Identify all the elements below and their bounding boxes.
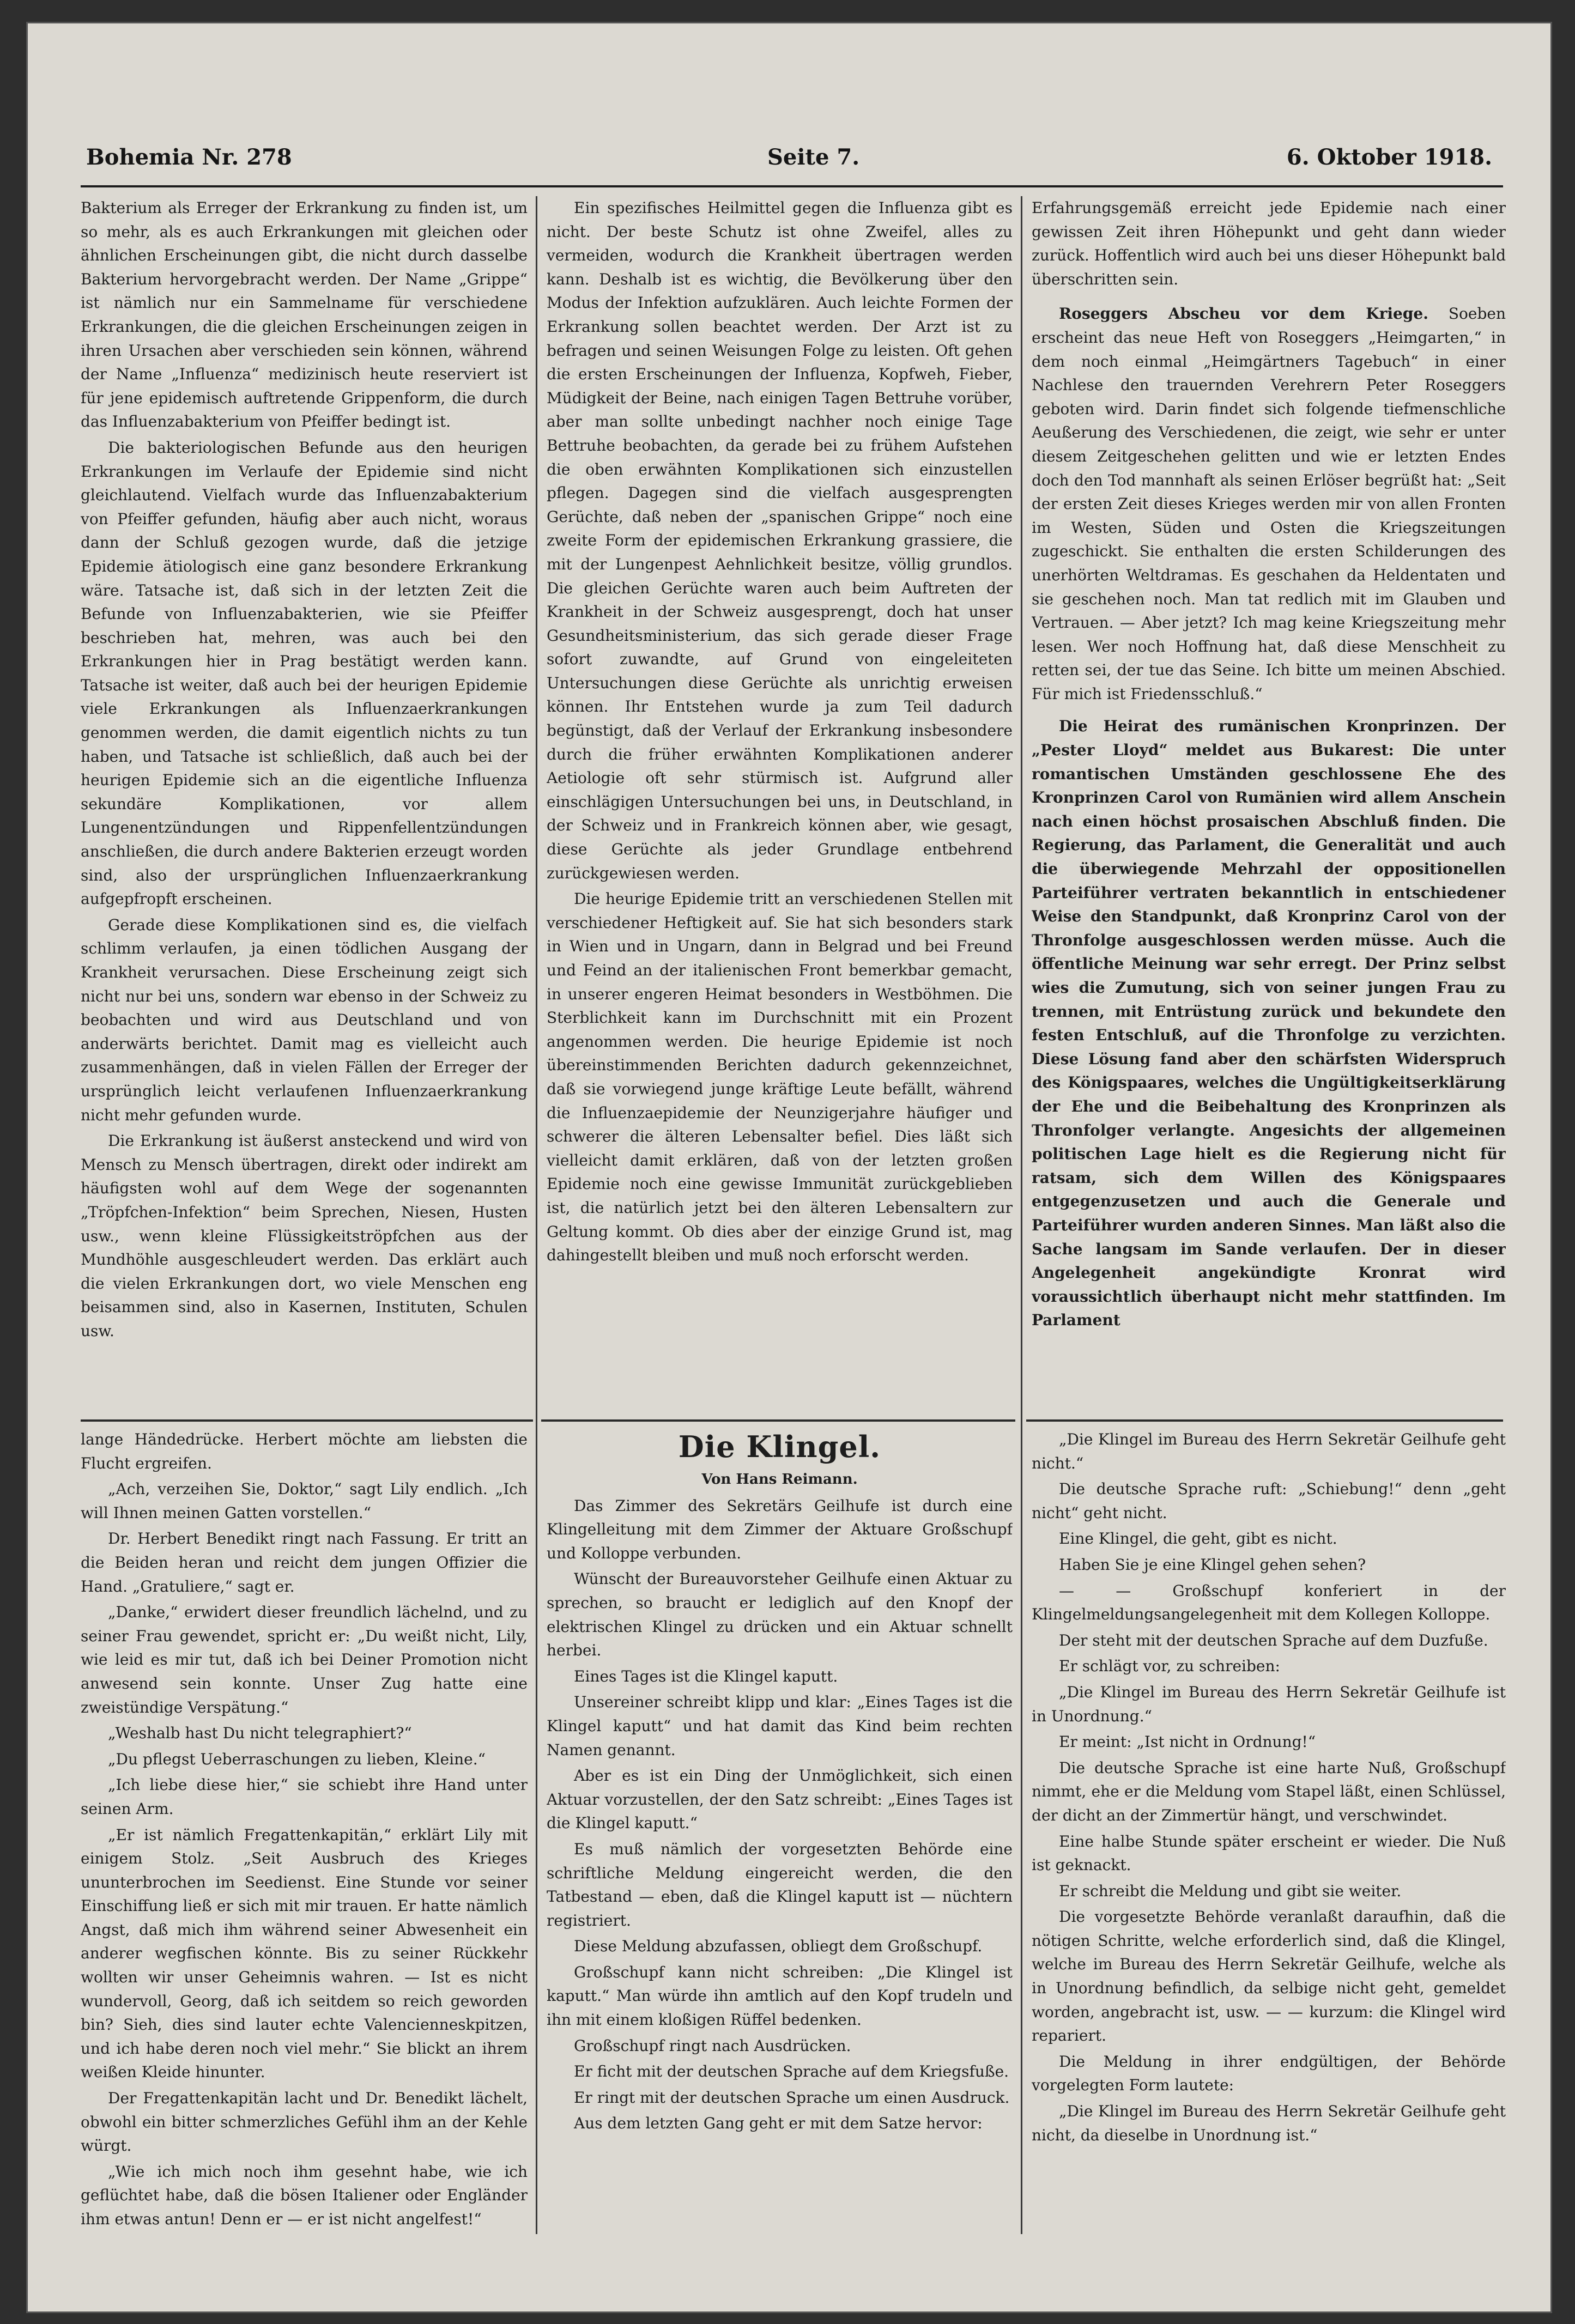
header-rule (81, 185, 1503, 187)
feuilleton-rule-right (1026, 1419, 1503, 1422)
paragraph: — — Großschupf konferiert in der Klingelmeldungsangelegenheit mit dem Kollegen Kolloppe. (1032, 1581, 1506, 1624)
feuilleton-title: Die Klingel. (678, 1429, 881, 1464)
paragraph: Der Fregattenkapitän lacht und Dr. Benedikt lächelt, obwohl ein bitter schmerzliches Gefühl ihm an der Kehle würgt. (81, 2089, 528, 2155)
paragraph: Er schreibt die Meldung und gibt sie weiter. (1059, 1882, 1402, 1900)
article-influenza-col2 (547, 196, 1013, 1411)
feuilleton-mid (547, 1428, 1013, 2234)
paragraph: lange Händedrücke. Herbert möchte am liebsten die Flucht ergreifen. (81, 1430, 528, 1472)
header-issue: Bohemia Nr. 278 (86, 144, 292, 170)
paragraph: „Er ist nämlich Fregattenkapitän,“ erklärt Lily mit einigem Stolz. „Seit Ausbruch des Krieges ununterbrochen im Seedienst. Eine Stunde vor seiner Einschiffung ließ er sich mit mir trauen. Er hatte nämlich Angst, daß mich ihm während seiner Abwesenheit ein anderer wegfischen könnte. Bis zu seiner Rückkehr wollten wir unser Geheimnis wahren. — Ist es nicht wundervoll, Georg, daß ich seitdem so reich geworden bin? Sieh, dies sind lauter echte Valencienneskpitzen, und ich habe deren noch viel mehr.“ Sie blickt an ihrem weißen Kleide hinunter. (81, 1825, 528, 2082)
paragraph: Dr. Herbert Benedikt ringt nach Fassung. Er tritt an die Beiden heran und reicht dem jungen Offizier die Hand. „Gratuliere,“ sagt er. (81, 1530, 528, 1595)
paragraph: Wünscht der Bureauvorsteher Geilhufe einen Aktuar zu sprechen, so braucht er lediglich auf den Knopf der elektrischen Klingel zu drücken und ein Aktuar schnellt herbei. (547, 1570, 1013, 1660)
paragraph: Das Zimmer des Sekretärs Geilhufe ist durch eine Klingelleitung mit dem Zimmer der Aktuare Großschupf und Kolloppe verbunden. (547, 1496, 1013, 1562)
header-page-number: Seite 7. (767, 144, 860, 170)
paragraph: Unsereiner schreibt klipp und klar: „Eines Tages ist die Klingel kaputt“ und hat damit das Kind beim rechten Namen genannt. (547, 1693, 1013, 1759)
paragraph: Großschupf ringt nach Ausdrücken. (574, 2036, 851, 2055)
heirat-title: Die Heirat des rumänischen Kronprinzen. (1059, 717, 1459, 736)
paragraph: Die deutsche Sprache ist eine harte Nuß, Großschupf nimmt, ehe er die Meldung vom Stapel läßt, einen Schlüssel, der dicht an der Zimmertür hängt, und verschwindet. (1032, 1758, 1506, 1824)
heirat-article (1032, 714, 1506, 1332)
paragraph: Haben Sie je eine Klingel gehen sehen? (1059, 1555, 1366, 1574)
paragraph: Aber es ist ein Ding der Unmöglichkeit, sich einen Aktuar vorzustellen, der den Satz schreibt: „Eines Tages ist die Klingel kaputt.“ (547, 1767, 1013, 1832)
paragraph: „Die Klingel im Bureau des Herrn Sekretär Geilhufe geht nicht.“ (1032, 1430, 1506, 1472)
paragraph: Eine Klingel, die geht, gibt es nicht. (1059, 1530, 1337, 1548)
paragraph: Eines Tages ist die Klingel kaputt. (574, 1667, 838, 1685)
column-rule-1 (536, 196, 537, 2234)
paragraph: „Danke,“ erwidert dieser freundlich lächelnd, und zu seiner Frau gewendet, spricht er: „Du weißt nicht, Lily, wie leid es mir tut, daß ich bei Deiner Promotion nicht anwesend sein konnte. Unser Zug hatte eine zweistündige Verspätung.“ (81, 1603, 528, 1716)
rosegger-article (1032, 302, 1506, 706)
heirat-text: Der „Pester Lloyd“ meldet aus Bukarest: Die unter romantischen Umständen geschlossene Ehe des Kronprinzen Carol von Rumänien wird allem Anschein nach einen höchst prosaischen Abschluß finden. Die Regierung, das Parlament, die Generalität und auch die überwiegende Mehrzahl der oppositionellen Parteiführer vertraten bekanntlich in entschiedener Weise den Standpunkt, daß Kronprinz Carol von der Thronfolge ausgeschlossen werden müsse. Auch die öffentliche Meinung war sehr erregt. Der Prinz selbst wies die Zumutung, sich von seiner jungen Frau zu trennen, mit Entrüstung zurück und bekundete den festen Entschluß, auf die Thronfolge zu verzichten. Diese Lösung fand aber den schärfsten Widerspruch des Königspaares, welches die Ungültigkeitserklärung der Ehe und die Beibehaltung des Kronprinzen als Thronfolger verlangte. Angesichts der allgemeinen politischen Lage hielt es die Regierung nicht für ratsam, sich dem Willen des Königspaares entgegenzusetzen und auch die Generale und Parteiführer wurden anderen Sinnes. Man läßt also die Sache langsam im Sande verlaufen. Der in dieser Angelegenheit angekündigte Kronrat wird voraussichtlich überhaupt nicht mehr stattfinden. Im Parlament (1032, 717, 1506, 1330)
paragraph: Bakterium als Erreger der Erkrankung zu finden ist, um so mehr, als es auch Erkrankungen mit gleichen oder ähnlichen Erscheinungen gibt, die nicht durch dasselbe Bakterium hervorgebracht werden. Der Name „Grippe“ ist nämlich nur ein Sammelname für verschiedene Erkrankungen, die die gleichen Erscheinungen zeigen in ihren Ursachen aber verschieden sein können, während der Name „Influenza“ medizinisch heute reserviert ist für jene epidemisch auftretende Grippenform, die durch das Influenzabakterium von Pfeiffer bedingt ist. (81, 199, 528, 431)
paragraph: Er ficht mit der deutschen Sprache auf dem Kriegsfuße. (574, 2062, 1009, 2081)
paragraph: „Weshalb hast Du nicht telegraphiert?“ (108, 1724, 412, 1743)
rosegger-text: Soeben erscheint das neue Heft von Roseggers „Heimgarten,“ in dem noch einmal „Heimgärtners Tagebuch“ in einer Nachlese den trauernden Verehrern Peter Roseggers geboten wird. Darin findet sich folgende tiefmenschliche Aeußerung des Verschiedenen, die zeigt, wie sehr er unter diesem Zeitgeschehen gelitten und wie er letzten Endes doch den Tod mannhaft als seinen Erlöser begrüßt hat: „Seit der ersten Zeit dieses Krieges werden mir von allen Fronten im Westen, Süden und Osten die Kriegszeitungen zugeschickt. Sie enthalten die ersten Schilderungen des unerhörten Weltdramas. Es geschahen da Heldentaten und sie geschehen noch. Man tat redlich mit im Glauben und Vertrauen. — Aber jetzt? Ich mag keine Kriegszeitung mehr lesen. Wer noch Hoffnung hat, daß diese Menschheit zu retten sei, der tue das Seine. Ich bitte um meinen Abschied. Für mich ist Friedensschluß.“ (1032, 305, 1506, 703)
page-header (86, 144, 1492, 183)
paragraph: „Wie ich mich noch ihm gesehnt habe, wie ich geflüchtet habe, daß die bösen Italiener oder Engländer ihm etwas antun! Denn er — er ist nicht angelfest!“ (81, 2162, 528, 2228)
newspaper-page (26, 22, 1552, 2313)
article-influenza-col1 (81, 196, 528, 1411)
paragraph: „Du pflegst Ueberraschungen zu lieben, Kleine.“ (108, 1750, 486, 1768)
paragraph: Erfahrungsgemäß erreicht jede Epidemie nach einer gewissen Zeit ihren Höhepunkt und geht dann wieder zurück. Hoffentlich wird auch bei uns dieser Höhepunkt bald überschritten sein. (1032, 199, 1506, 288)
feuilleton-byline: Von Hans Reimann. (701, 1471, 858, 1488)
paragraph: „Die Klingel im Bureau des Herrn Sekretär Geilhufe geht nicht, da dieselbe in Unordnung ist.“ (1032, 2102, 1506, 2144)
paragraph: Ein spezifisches Heilmittel gegen die Influenza gibt es nicht. Der beste Schutz ist ohne Zweifel, alles zu vermeiden, wodurch die Krankheit übertragen werden kann. Deshalb ist es wichtig, die Bevölkerung über den Modus der Infektion aufzuklären. Auch leichte Formen der Erkrankung sollen beachtet werden. Der Arzt ist zu befragen und seinen Weisungen Folge zu leisten. Oft gehen die ersten Erscheinungen der Influenza, Kopfweh, Fieber, Müdigkeit der Beine, nach einigen Tagen Bettruhe vorüber, aber man sollte unbedingt nachher noch einige Tage Bettruhe beobachten, da gerade bei zu frühem Aufstehen die oben erwähnten Komplikationen sich einzustellen pflegen. Dagegen sind die vielfach ausgesprengten Gerüchte, daß neben der „spanischen Grippe“ noch eine zweite Form der epidemischen Erkrankung grassiere, die mit der Lungenpest Aehnlichkeit besitze, völlig grundlos. Die gleichen Gerüchte waren auch beim Auftreten der Krankheit in der Schweiz ausgesprengt, doch hat unser Gesundheitsministerium, das sich gerade dieser Frage sofort zuwandte, auf Grund von eingeleiteten Untersuchungen diese Gerüchte als unrichtig erweisen können. Ihr Entstehen wurde ja zum Teil dadurch begünstigt, daß der Verlauf der Erkrankung insbesondere durch die früher erwähnten Komplikationen anderer Aetiologie oft sehr stürmisch ist. Aufgrund aller einschlägigen Untersuchungen bei uns, in Deutschland, in der Schweiz und in Frankreich können aber, wie gesagt, diese Gerüchte als jeder Grundlage entbehrend zurückgewiesen werden. (547, 199, 1013, 882)
paragraph: Großschupf kann nicht schreiben: „Die Klingel ist kaputt.“ Man würde ihn amtlich auf den Kopf trudeln und ihn mit einem kloßigen Rüffel bedenken. (547, 1963, 1013, 2029)
rosegger-title: Roseggers Abscheu vor dem Kriege. (1059, 305, 1428, 323)
paragraph: Die Erkrankung ist äußerst ansteckend und wird von Mensch zu Mensch übertragen, direkt oder indirekt am häufigsten wohl auf dem Wege der sogenannten „Tröpfchen-Infektion“ beim Sprechen, Niesen, Husten usw., wenn kleine Flüssigkeitströpfchen aus der Mundhöhle ausgeschleudert werden. Das erklärt auch die vielen Erkrankungen dort, wo viele Menschen eng beisammen sind, also in Kasernen, Instituten, Schulen usw. (81, 1132, 528, 1340)
paragraph: Es muß nämlich der vorgesetzten Behörde eine schriftliche Meldung eingereicht werden, die den Tatbestand — eben, daß die Klingel kaputt ist — nüchtern registriert. (547, 1840, 1013, 1929)
paragraph: Gerade diese Komplikationen sind es, die vielfach schlimm verlaufen, ja einen tödlichen Ausgang der Krankheit verursachen. Diese Erscheinung zeigt sich nicht nur bei uns, sondern war ebenso in der Schweiz zu beobachten und wird aus Deutschland und von anderwärts berichtet. Damit mag es vielleicht auch zusammenhängen, daß in vielen Fällen der Erreger der ursprünglich leicht verlaufenen Influenzaerkrankung nicht mehr gefunden wurde. (81, 915, 528, 1124)
news-column (1032, 196, 1506, 1411)
paragraph: Der steht mit der deutschen Sprache auf dem Duzfuße. (1059, 1631, 1488, 1649)
header-date: 6. Oktober 1918. (1286, 144, 1492, 170)
paragraph: Die bakteriologischen Befunde aus den heurigen Erkrankungen im Verlaufe der Epidemie sind nicht gleichlautend. Vielfach wurde das Influenzabakterium von Pfeiffer gefunden, häufig aber auch nicht, woraus dann der Schluß gezogen wurde, daß die jetzige Epidemie ätiologisch eine ganz besondere Erkrankung wäre. Tatsache ist, daß sich in der letzten Zeit die Befunde von Influenzabakterien, wie sie Pfeiffer beschrieben hat, mehren, was auch bei den Erkrankungen hier in Prag bestätigt werden kann. Tatsache ist weiter, daß auch bei der heurigen Epidemie viele Erkrankungen als Influenzaerkrankungen genommen werden, die damit eigentlich nichts zu tun haben, und Tatsache ist schließlich, daß auch bei der heurigen Epidemie sich an die eigentliche Influenza sekundäre Komplikationen, vor allem Lungenentzündungen und Rippenfellentzündungen anschließen, die durch andere Bakterien erzeugt worden sind, also der ursprünglichen Influenzaerkrankung aufgepfropft erscheinen. (81, 438, 528, 908)
paragraph: Eine halbe Stunde später erscheint er wieder. Die Nuß ist geknackt. (1032, 1832, 1506, 1874)
paragraph: Diese Meldung abzufassen, obliegt dem Großschupf. (574, 1937, 983, 1956)
paragraph: Die vorgesetzte Behörde veranlaßt daraufhin, daß die nötigen Schritte, welche erforderlich sind, daß die Klingel, welche im Bureau des Herrn Sekretär Geilhufe, welche als in Unordnung befindlich, da selbige nicht geht, gemeldet worden, angebracht ist, usw. — — kurzum: die Klingel wird repariert. (1032, 1908, 1506, 2045)
feuilleton-rule-mid (541, 1419, 1015, 1422)
paragraph: „Die Klingel im Bureau des Herrn Sekretär Geilhufe ist in Unordnung.“ (1032, 1683, 1506, 1725)
paragraph: Er meint: „Ist nicht in Ordnung!“ (1059, 1733, 1316, 1751)
paragraph: Er ringt mit der deutschen Sprache um einen Ausdruck. (574, 2088, 1010, 2107)
feuilleton-rule-left (81, 1419, 533, 1422)
feuilleton-right (1032, 1428, 1506, 2234)
paragraph: Die deutsche Sprache ruft: „Schiebung!“ denn „geht nicht“ geht nicht. (1032, 1480, 1506, 1522)
paragraph: „Ich liebe diese hier,“ sie schiebt ihre Hand unter seinen Arm. (81, 1776, 528, 1818)
column-rule-2 (1021, 196, 1022, 2234)
feuilleton-left (81, 1428, 528, 2234)
paragraph: Aus dem letzten Gang geht er mit dem Satze hervor: (574, 2114, 983, 2133)
paragraph: Die heurige Epidemie tritt an verschiedenen Stellen mit verschiedener Heftigkeit auf. Sie hat sich besonders stark in Wien und in Ungarn, dann in Belgrad und bei Freund und Feind an der italienischen Front bemerkbar gemacht, in unserer engeren Heimat besonders in Westböhmen. Die Sterblichkeit kann im Durchschnitt mit ein Prozent angenommen werden. Die heurige Epidemie ist noch übereinstimmenden Berichten dadurch gekennzeichnet, daß sie vorwiegend junge kräftige Leute befällt, während die Influenzaepidemie der Neunzigerjahre häufiger und schwerer die älteren Lebensalter befiel. Dies läßt sich vielleicht damit erklären, daß von der letzten großen Epidemie noch eine gewisse Immunität zurückgeblieben ist, die natürlich jetzt bei den älteren Lebensaltern zur Geltung kommt. Ob dies aber der einzige Grund ist, mag dahingestellt bleiben und muß noch erforscht werden. (547, 890, 1013, 1265)
paragraph: Die Meldung in ihrer endgültigen, der Behörde vorgelegten Form lautete: (1032, 2052, 1506, 2095)
paragraph: „Ach, verzeihen Sie, Doktor,“ sagt Lily endlich. „Ich will Ihnen meinen Gatten vorstellen.“ (81, 1480, 528, 1522)
paragraph: Er schlägt vor, zu schreiben: (1059, 1657, 1280, 1676)
